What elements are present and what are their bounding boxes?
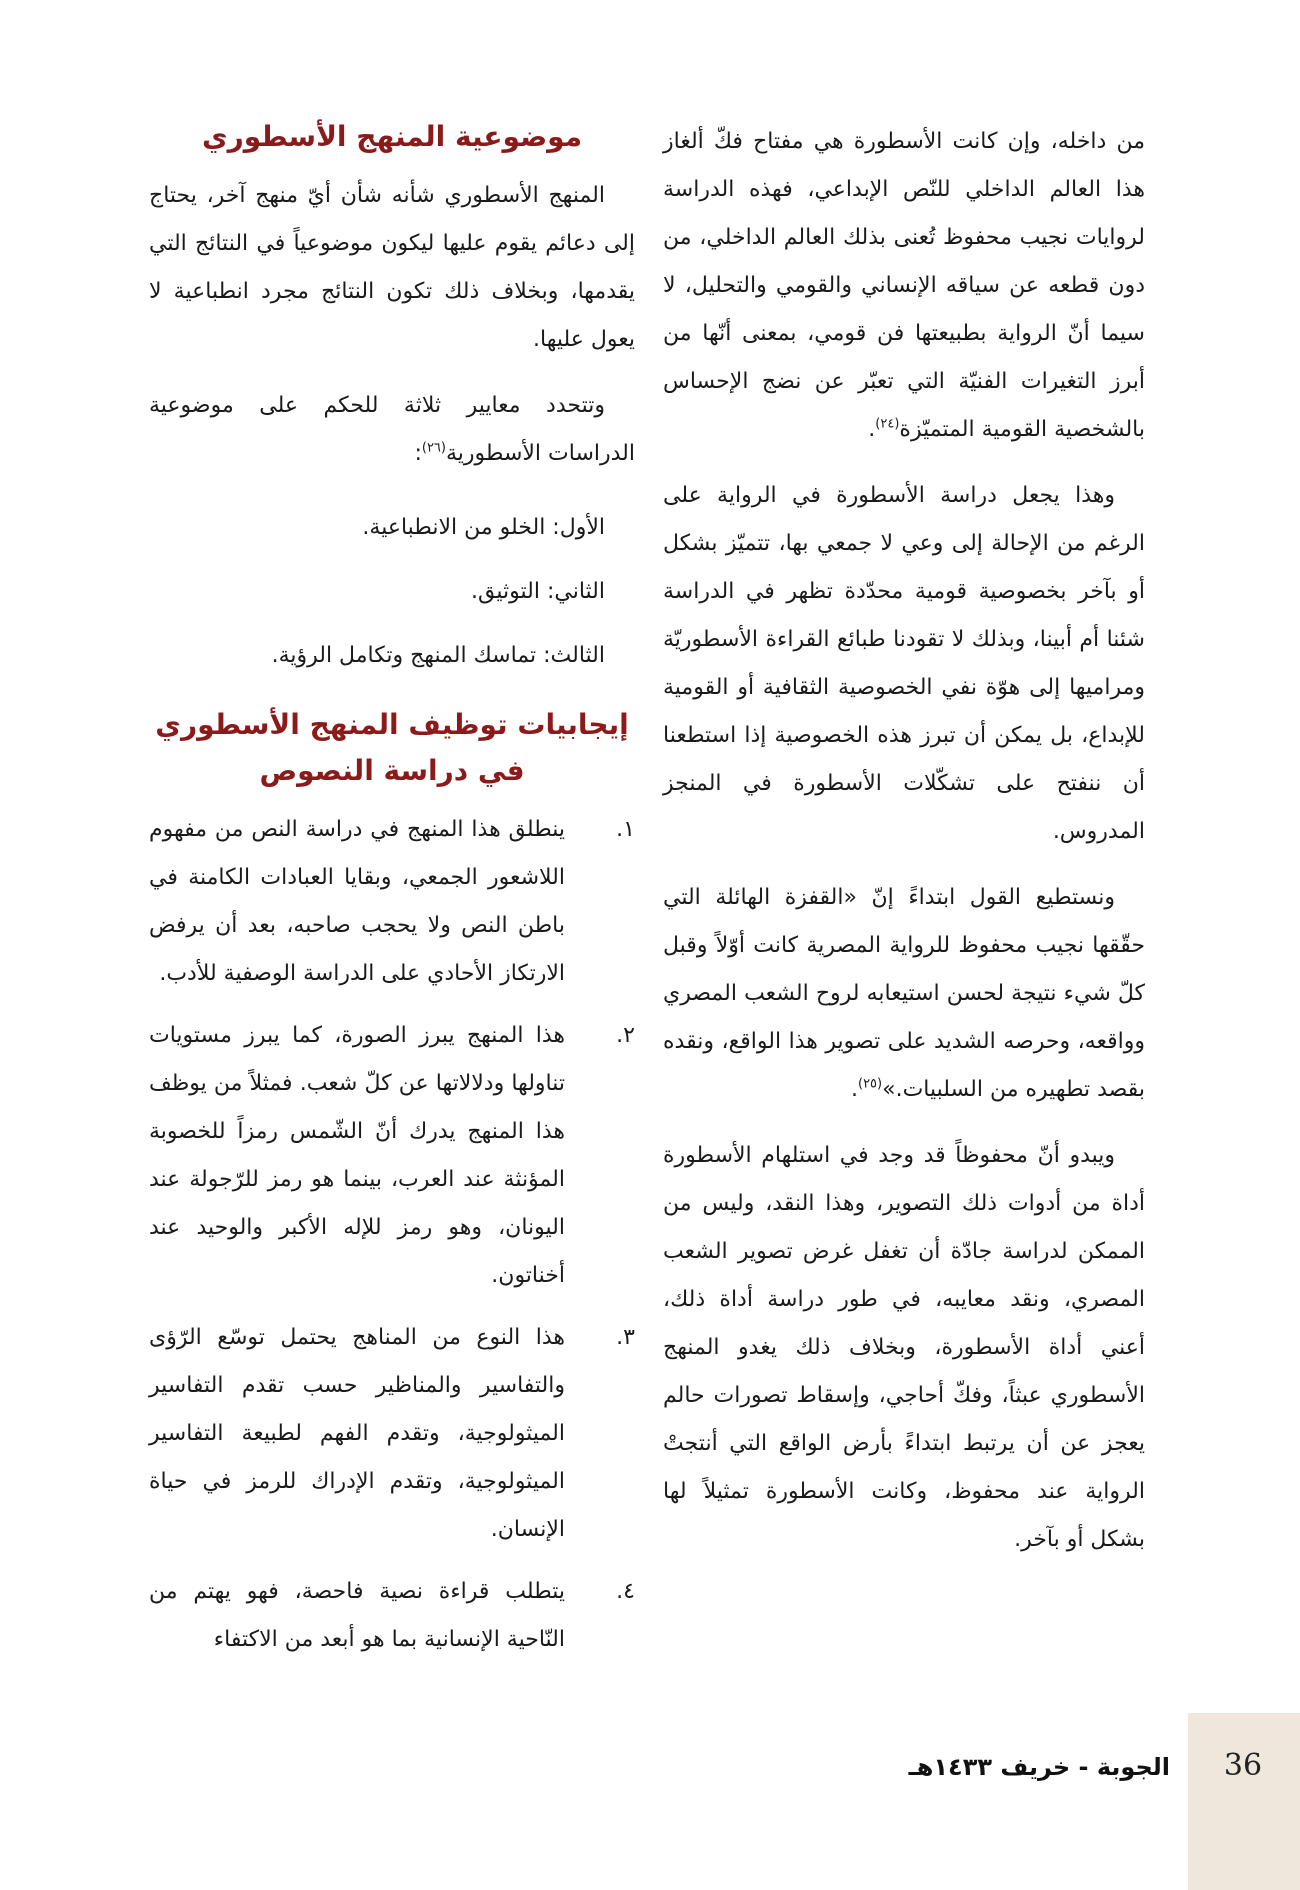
criterion-item: الثاني: التوثيق. [471,579,605,604]
left-column [149,118,635,1678]
paragraph: المنهج الأسطوري شأنه شأن أيّ منهج آخر، يحتاج إلى دعائم يقوم عليها ليكون موضوعياً في النتائج التي يقدمها، وبخلاف ذلك تكون النتائج مجرد انطباعية لا يعول عليها. [149,183,635,352]
list-number: ٣. [616,1325,635,1350]
paragraph: ونستطيع القول ابتداءً إنّ «القفزة الهائلة التي حقّقها نجيب محفوظ للرواية المصرية كانت أوّلاً وقبل كلّ شيء نتيجة لحسن استيعابه لروح الشعب المصري وواقعه، وحرصه الشديد على تصوير هذا الواقع، ونقده بقصد تطهيره من السلبيات.»$^{(٢٥)}$. [663,885,1145,1102]
list-text: هذا المنهج يبرز الصورة، كما يبرز مستويات تناولها ودلالاتها عن كلّ شعب. فمثلاً من يوظف هذا المنهج يدرك أنّ الشّمس رمزاً للخصوبة المؤنثة عند العرب، بينما هو رمز للرّجولة عند اليونان، وهو رمز للإله الأكبر والوحيد عند أخناتون. [149,1023,565,1288]
section-heading-advantages [149,702,635,794]
list-number: ٢. [616,1023,635,1048]
right-column [663,118,1145,1582]
criterion-item: الثالث: تماسك المنهج وتكامل الرؤية. [271,643,605,668]
list-item [149,1314,635,1554]
list-text: هذا النوع من المناهج يحتمل توسّع الرّؤى والتفاسير والمناظير حسب تقدم التفاسير الميثولوجية، وتقدم الفهم لطبيعة التفاسير الميثولوجية، وتقدم الإدراك للرمز في حياة الإنسان. [149,1325,565,1542]
footer-page-tab [1188,1713,1300,1890]
paragraph: وهذا يجعل دراسة الأسطورة في الرواية على الرغم من الإحالة إلى وعي لا جمعي بها، تتميّز بشكل أو بآخر بخصوصية قومية محدّدة تظهر في الدراسة شئنا أم أبينا، وبذلك لا تقودنا طبائع القراءة الأسطوريّة ومراميها إلى هوّة نفي الخصوصية الثقافية أو القومية للإبداع، بل يمكن أن تبرز هذه الخصوصية إذا استطعنا أن ننفتح على تشكّلات الأسطورة في المنجز المدروس. [663,483,1145,844]
footnote-ref: (٢٥) [858,1076,883,1092]
section-heading-objectivity: موضوعية المنهج الأسطوري [201,120,583,153]
list-text: ينطلق هذا المنهج في دراسة النص من مفهوم اللاشعور الجمعي، وبقايا العبادات الكامنة في باطن النص ولا يحجب صاحبه، بعد أن يرفض الارتكاز الأحادي على الدراسة الوصفية للأدب. [149,817,565,986]
heading-line: في دراسة النصوص [259,754,525,787]
paragraph: من داخله، وإن كانت الأسطورة هي مفتاح فكّ ألغاز هذا العالم الداخلي للنّص الإبداعي، فهذه الدراسة لروايات نجيب محفوظ تُعنى بذلك العالم الداخلي، من دون قطعه عن سياقه الإنساني والقومي والتحليل، لا سيما أنّ الرواية بطبيعتها فن قومي، بمعنى أنّها من أبرز التغيرات الفنيّة التي تعبّر عن نضج الإحساس بالشخصية القومية المتميّزة$^{(٢٤)}$. [663,129,1145,442]
list-number: ١. [616,817,635,842]
list-item [149,806,635,998]
heading-line: إيجابيات توظيف المنهج الأسطوري [155,708,629,741]
list-number: ٤. [616,1579,635,1604]
page-number: 36 [1223,1748,1263,1783]
list-item [149,1568,635,1664]
issue-label: الجوبة - خريف ١٤٣٣هـ [908,1753,1170,1781]
criterion-item: الأول: الخلو من الانطباعية. [362,515,605,540]
list-text: يتطلب قراءة نصية فاحصة، فهو يهتم من النّاحية الإنسانية بما هو أبعد من الاكتفاء [149,1579,565,1652]
advantages-list [149,806,635,1664]
criteria-list [149,496,635,688]
footnote-ref: (٢٦) [421,440,446,456]
paragraph: ويبدو أنّ محفوظاً قد وجد في استلهام الأسطورة أداة من أدوات ذلك التصوير، وهذا النقد، وليس من الممكن لدراسة جادّة أن تغفل غرض تصوير الشعب المصري، ونقد معايبه، في طور دراسة أداة ذلك، أعني أداة الأسطورة، وبخلاف ذلك يغدو المنهج الأسطوري عبثاً، وفكّ أحاجي، وإسقاط تصورات حالم يعجز عن أن يرتبط ابتداءً بأرض الواقع التي أنتجتْ الرواية عند محفوظ، وكانت الأسطورة تمثيلاً لها بشكل أو بآخر. [663,1143,1145,1552]
list-item [149,1012,635,1300]
footnote-ref: (٢٤) [875,416,900,432]
paragraph: وتتحدد معايير ثلاثة للحكم على موضوعية الدراسات الأسطورية$^{(٢٦)}$: [149,393,635,466]
